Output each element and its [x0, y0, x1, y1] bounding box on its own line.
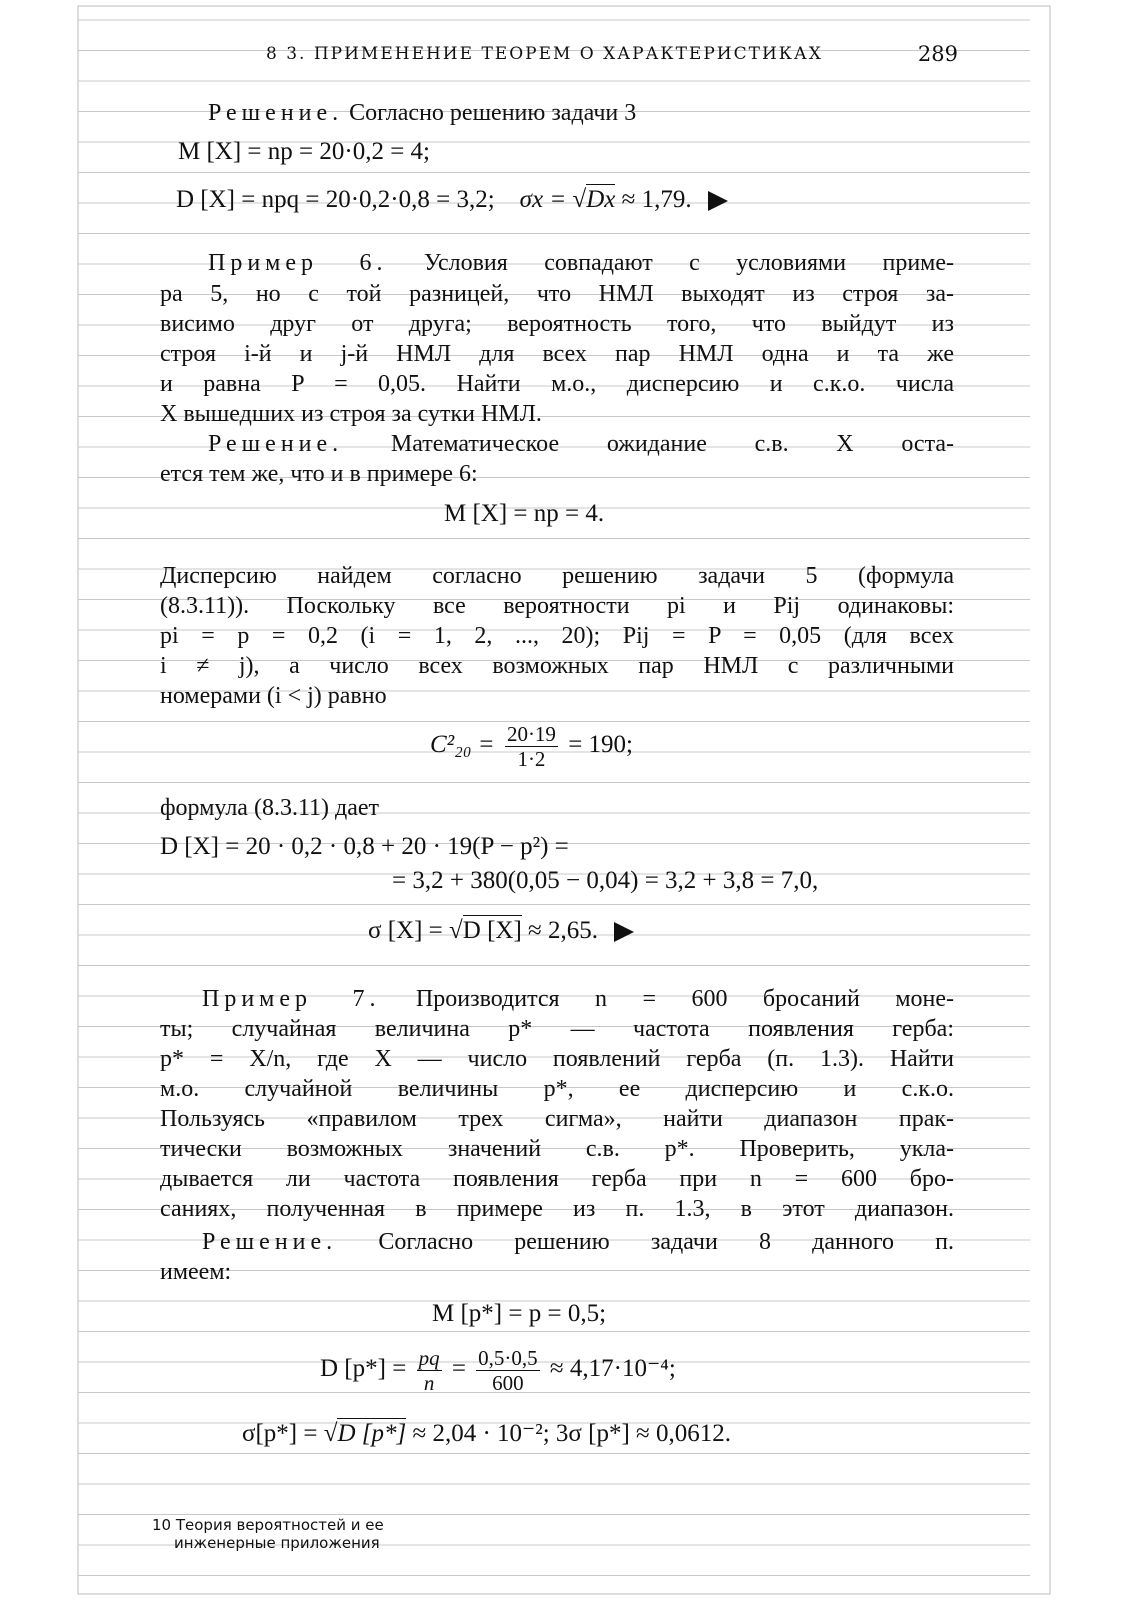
footnote — [152, 1516, 384, 1552]
combination-left: C²₂₀ = — [430, 731, 501, 759]
dispersion-line-3: pi = p = 0,2 (i = 1, 2, ..., 20); Pij = P = 0,05 (для всех — [160, 623, 954, 649]
example7-text: Производится n = 600 бросаний моне- — [380, 986, 954, 1012]
example6-line-2: ра 5, но с той разницей, что НМЛ выходят из строя за- — [160, 281, 954, 307]
d-pstar-fraction-2 — [476, 1346, 540, 1395]
example6-label: Пример 6. — [208, 250, 388, 276]
end-of-solution-marker — [614, 922, 634, 942]
variance-expr: D [X] = npq = 20·0,2·0,8 = 3,2; — [176, 186, 495, 213]
formula-gives-line: формула (8.3.11) дает — [160, 795, 380, 821]
sigma-expr: σx = — [519, 186, 573, 213]
sigma-pstar-result: ≈ 2,04 · 10⁻²; 3σ [p*] ≈ 0,0612. — [406, 1420, 732, 1447]
sigma-x-result: ≈ 2,65. — [521, 917, 599, 944]
solution7-text: Согласно решению задачи 8 данного п. — [337, 1229, 954, 1255]
equation-mean: M [X] = np = 20·0,2 = 4; — [178, 138, 431, 165]
solution-line — [208, 98, 954, 128]
equation-d-line-2: = 3,2 + 380(0,05 − 0,04) = 3,2 + 3,8 = 7,0, — [392, 867, 819, 894]
sigma-x-root: D [X] — [462, 917, 522, 944]
equation-sigma-pstar: σ[p*] = √D [p*] ≈ 2,04 · 10⁻²; 3σ [p*] ≈ 0,0612. — [242, 1420, 732, 1447]
example6-text: Условия совпадают с условиями приме- — [387, 250, 954, 276]
d-pstar-result: ≈ 4,17·10⁻⁴; — [543, 1355, 676, 1383]
solution6-line-2: ется тем же, что и в примере 6: — [160, 461, 478, 487]
running-header — [266, 42, 958, 66]
combination-denominator: 1·2 — [517, 747, 546, 771]
footnote-line-1: 10 Теория вероятностей и ее — [152, 1516, 384, 1534]
example7-line-1 — [202, 984, 954, 1014]
combination-equation — [430, 722, 633, 771]
combination-result: = 190; — [561, 731, 633, 759]
example7-line-4: м.о. случайной величины p*, ее дисперсию и с.к.о. — [160, 1076, 954, 1102]
dispersion-line-5: номерами (i < j) равно — [160, 683, 387, 709]
footnote-line-2: инженерные приложения — [174, 1534, 380, 1552]
solution6-word: Решение. — [208, 431, 344, 457]
equation-variance: D [X] = npq = 20·0,2·0,8 = 3,2; σx = √Dx ≈ 1,79. — [176, 186, 728, 214]
example6-line-5: и равна P = 0,05. Найти м.о., дисперсию и с.к.о. числа — [160, 371, 954, 397]
running-title: 8 3. ПРИМЕНЕНИЕ ТЕОРЕМ О ХАРАКТЕРИСТИКАХ — [266, 44, 823, 64]
dispersion-line-2: (8.3.11)). Поскольку все вероятности pi и Pij одинаковы: — [160, 593, 954, 619]
d-pstar-left: D [p*] = — [320, 1355, 413, 1383]
combination-fraction — [505, 722, 558, 771]
solution6-line-1 — [208, 429, 954, 459]
d-pstar-den-2: 600 — [492, 1371, 524, 1395]
equation-d-pstar: D [p*] = $\frac{pq}{n}$ = $\frac{0,5\cdot 0,5}{600}$ ≈ 4,17·10⁻⁴; — [320, 1346, 676, 1395]
equation-mean-np: M [X] = np = 4. — [444, 500, 605, 527]
end-of-solution-marker — [708, 191, 728, 211]
equation-m-pstar: M [p*] = p = 0,5; — [432, 1300, 607, 1327]
d-pstar-num-2: 0,5·0,5 — [478, 1346, 538, 1370]
combination-numerator: 20·19 — [506, 722, 556, 746]
page-number: 289 — [917, 42, 958, 66]
sigma-pstar-left: σ[p*] = — [242, 1420, 324, 1447]
example7-line-6: тически возможных значений с.в. p*. Проверить, укла- — [160, 1136, 954, 1162]
equation-sigma-x: σ [X] = √D [X] ≈ 2,65. — [368, 917, 634, 945]
solution-text: Согласно решению задачи 3 — [343, 100, 637, 126]
d-pstar-den-1: n — [423, 1371, 435, 1395]
example6-line-3: висимо друг от друга; вероятность того, что выйдут из — [160, 311, 954, 337]
sigma-root: Dx — [586, 186, 616, 213]
example7-line-2: ты; случайная величина p* — частота появления герба: — [160, 1016, 954, 1042]
d-pstar-num-1: pq — [418, 1346, 440, 1370]
sigma-pstar-root: D [p*] — [337, 1420, 407, 1447]
sigma-result: ≈ 1,79. — [615, 186, 692, 213]
example6-line-4: строя i-й и j-й НМЛ для всех пар НМЛ одна и та же — [160, 341, 954, 367]
example7-line-8: саниях, полученная в примере из п. 1.3, в этот диапазон. — [160, 1196, 954, 1222]
solution7-word: Решение. — [202, 1229, 338, 1255]
d-pstar-fraction-1 — [417, 1346, 442, 1395]
example7-line-3: p* = X/n, где X — число появлений герба (п. 1.3). Найти — [160, 1046, 954, 1072]
example7-line-5: Пользуясь «правилом трех сигма», найти диапазон прак- — [160, 1106, 954, 1132]
example7-line-7: дывается ли частота появления герба при n = 600 бро- — [160, 1166, 954, 1192]
solution6-text: Математическое ожидание с.в. X оста- — [343, 431, 954, 457]
dispersion-line-1: Дисперсию найдем согласно решению задачи 5 (формула — [160, 563, 954, 589]
solution7-line-2: имеем: — [160, 1259, 232, 1285]
example6-line-6: X вышедших из строя за сутки НМЛ. — [160, 401, 542, 427]
equation-d-line-1: D [X] = 20 · 0,2 · 0,8 + 20 · 19(P − p²) = — [160, 833, 569, 860]
example7-label: Пример 7. — [202, 986, 381, 1012]
solution-word: Решение. — [208, 100, 344, 126]
sigma-x-left: σ [X] = — [368, 917, 450, 944]
solution7-line-1 — [202, 1227, 954, 1257]
dispersion-line-4: i ≠ j), а число всех возможных пар НМЛ с различными — [160, 653, 954, 679]
example6-line-1 — [208, 248, 954, 278]
book-page — [78, 0, 1050, 1600]
